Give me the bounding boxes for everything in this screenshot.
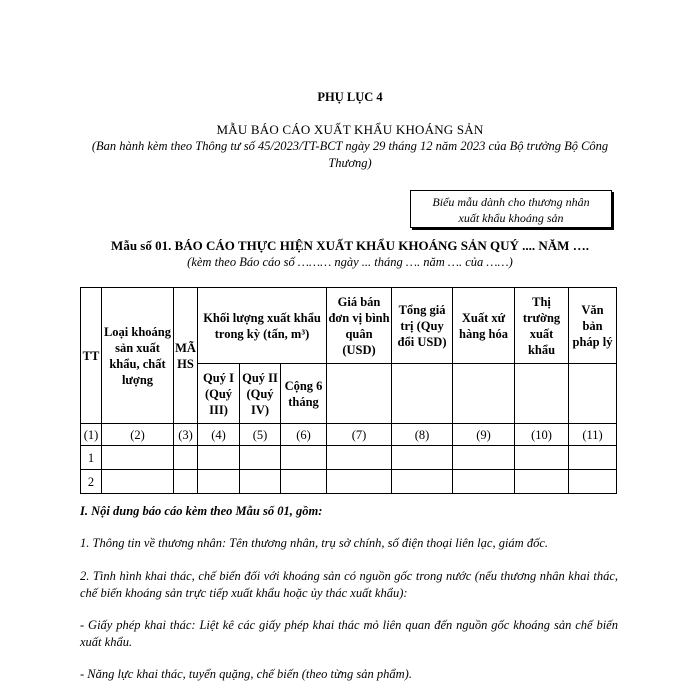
- column-number: (5): [240, 424, 281, 446]
- table-cell: [515, 446, 569, 470]
- table-cell: [569, 470, 617, 494]
- table-header-row: [81, 288, 617, 364]
- column-number: (10): [515, 424, 569, 446]
- header-avg-price: Giá bán đơn vị bình quân (USD): [327, 288, 392, 364]
- template-title: MẪU BÁO CÁO XUẤT KHẨU KHOÁNG SẢN: [216, 122, 484, 137]
- header-mineral-type: Loại khoáng sản xuất khẩu, chất lượng: [102, 288, 174, 424]
- table-cell: [453, 446, 515, 470]
- column-number: (6): [281, 424, 327, 446]
- header-total-6-months: Cộng 6 tháng: [281, 364, 327, 424]
- header-export-volume: Khối lượng xuất khẩu trong kỳ (tấn, m³): [198, 288, 327, 364]
- header-legal-doc: Văn bản pháp lý: [569, 288, 617, 364]
- table-cell: [327, 364, 392, 424]
- issuance-note: (Ban hành kèm theo Thông tư số 45/2023/TT-BCT ngày 29 tháng 12 năm 2023 của Bộ trưởng Bộ Công Thương): [91, 139, 609, 170]
- table-cell: [281, 446, 327, 470]
- table-cell: [392, 364, 453, 424]
- table-cell: [174, 446, 198, 470]
- table-cell: [102, 470, 174, 494]
- column-number: (8): [392, 424, 453, 446]
- header-q1: Quý I (Quý III): [198, 364, 240, 424]
- row-number: 2: [81, 470, 102, 494]
- header-origin: Xuất xứ hàng hóa: [453, 288, 515, 364]
- paragraph-item-2a: - Giấy phép khai thác: Liệt kê các giấy phép khai thác mỏ liên quan đến nguồn gốc khoáng sản chế biến xuất khẩu.: [80, 618, 618, 649]
- table-cell: [198, 446, 240, 470]
- header-tt: TT: [81, 288, 102, 424]
- column-number: (9): [453, 424, 515, 446]
- paragraph-item-2: 2. Tình hình khai thác, chế biến đối với khoáng sản có nguồn gốc trong nước (nếu thương nhân khai thác, chế biến khoáng sản trực tiếp xuất khẩu hoặc ủy thác xuất khẩu):: [80, 569, 618, 600]
- appendix-label: PHỤ LỤC 4: [317, 90, 383, 104]
- column-number: (3): [174, 424, 198, 446]
- export-report-table: [80, 287, 617, 494]
- column-number: (11): [569, 424, 617, 446]
- table-cell: [392, 470, 453, 494]
- table-cell: [453, 470, 515, 494]
- header-q2: Quý II (Quý IV): [240, 364, 281, 424]
- table-cell: [569, 446, 617, 470]
- table-cell: [327, 446, 392, 470]
- table-cell: [198, 470, 240, 494]
- table-row: [81, 470, 617, 494]
- table-cell: [240, 446, 281, 470]
- column-number: (4): [198, 424, 240, 446]
- table-cell: [453, 364, 515, 424]
- template-note-box: [410, 190, 612, 228]
- table-cell: [515, 364, 569, 424]
- paragraph-item-1: 1. Thông tin về thương nhân: Tên thương nhân, trụ sở chính, số điện thoại liên lạc, giám đốc.: [80, 536, 548, 550]
- table-cell: [174, 470, 198, 494]
- section-heading: I. Nội dung báo cáo kèm theo Mẫu số 01, gồm:: [80, 504, 323, 518]
- column-number: (7): [327, 424, 392, 446]
- table-cell: [515, 470, 569, 494]
- header-hs-code: MÃ HS: [174, 288, 198, 424]
- table-row: [81, 446, 617, 470]
- form-title: Mẫu số 01. BÁO CÁO THỰC HIỆN XUẤT KHẨU KHOÁNG SẢN QUÝ .... NĂM ….: [111, 238, 589, 253]
- header-total-value: Tổng giá trị (Quy đổi USD): [392, 288, 453, 364]
- table-cell: [327, 470, 392, 494]
- table-cell: [240, 470, 281, 494]
- header-market: Thị trường xuất khẩu: [515, 288, 569, 364]
- column-number-row: [81, 424, 617, 446]
- table-cell: [569, 364, 617, 424]
- column-number: (1): [81, 424, 102, 446]
- table-cell: [281, 470, 327, 494]
- row-number: 1: [81, 446, 102, 470]
- table-cell: [102, 446, 174, 470]
- note-box-line-1: Biểu mẫu dành cho thương nhân: [432, 195, 590, 209]
- form-subtitle: (kèm theo Báo cáo số ……… ngày ... tháng …. năm …. của ……): [187, 255, 513, 269]
- table-cell: [392, 446, 453, 470]
- paragraph-item-2b: - Năng lực khai thác, tuyển quặng, chế biến (theo từng sản phẩm).: [80, 667, 412, 681]
- column-number: (2): [102, 424, 174, 446]
- note-box-line-2: xuất khẩu khoáng sản: [458, 211, 564, 225]
